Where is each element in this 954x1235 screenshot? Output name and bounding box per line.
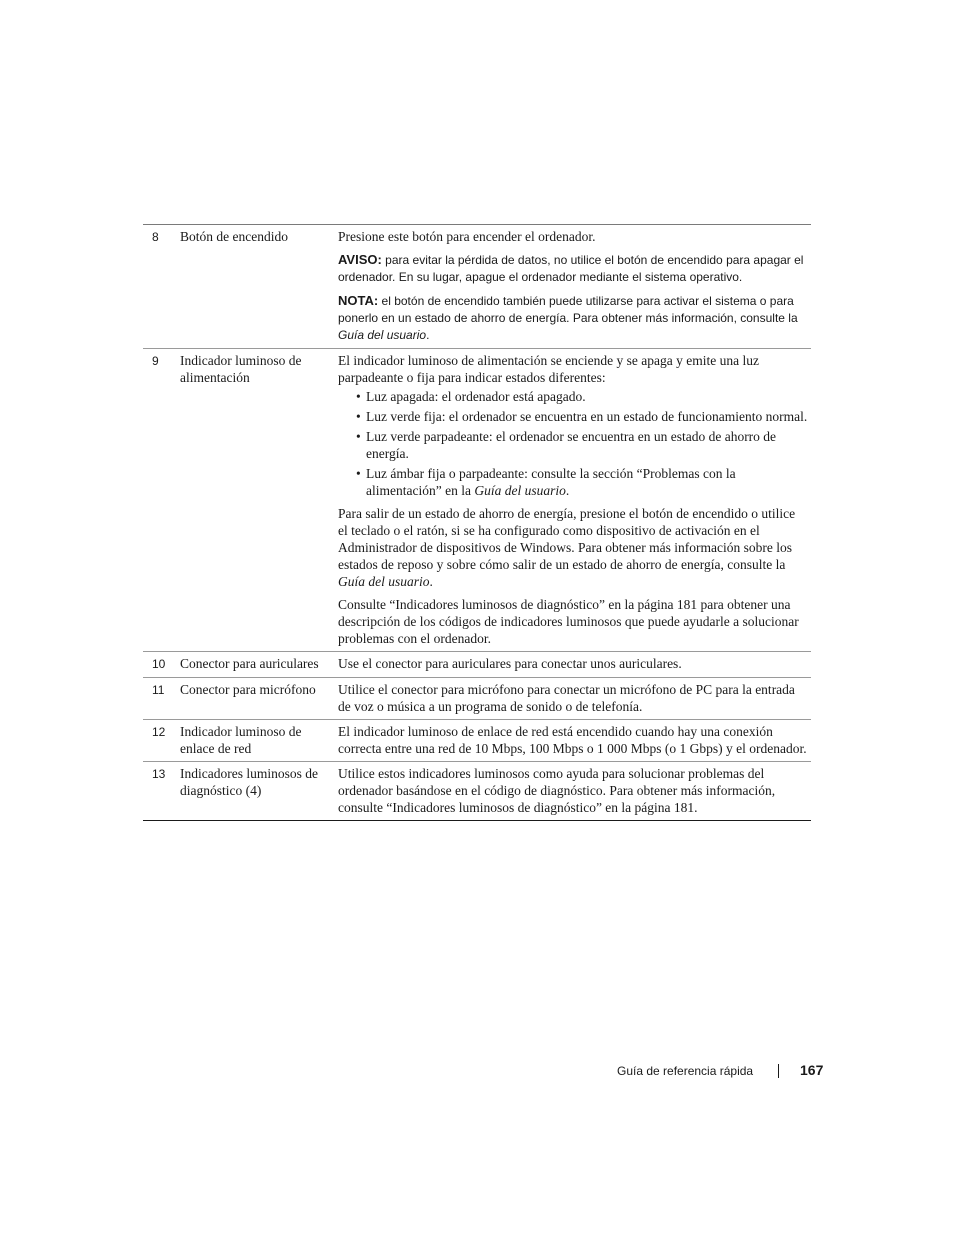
list-item-text: Luz ámbar fija o parpadeante: consulte la sección “Problemas con la alimentación” en la [366, 466, 736, 498]
table-row [143, 761, 811, 820]
status-list [338, 388, 808, 499]
notice-label: AVISO: [338, 252, 382, 267]
table-row [143, 348, 811, 651]
paragraph-reference: Guía del usuario [338, 574, 430, 589]
description-paragraph: Consulte “Indicadores luminosos de diagnóstico” en la página 181 para obtener una descripción de los códigos de indicadores luminosos que puede ayudarle a solucionar problemas con el ordenador. [338, 597, 799, 646]
table-row [143, 651, 811, 677]
list-item: • Luz verde parpadeante: el ordenador se encuentra en un estado de ahorro de energía. [356, 428, 808, 462]
row-item: Indicador luminoso de enlace de red [180, 724, 302, 756]
table-row [143, 719, 811, 761]
list-item: • Luz apagada: el ordenador está apagado. [356, 388, 808, 405]
row-item: Indicador luminoso de alimentación [180, 353, 302, 385]
paragraph-end: . [429, 574, 433, 589]
row-number: 13 [152, 767, 166, 781]
note-label: NOTA: [338, 293, 379, 308]
page-number: 167 [800, 1062, 824, 1078]
note-reference: Guía del usuario [338, 328, 427, 342]
row-number: 8 [152, 230, 159, 244]
footer-title: Guía de referencia rápida [617, 1064, 754, 1078]
row-item: Conector para micrófono [180, 682, 316, 697]
row-description: Utilice el conector para micrófono para conectar un micrófono de PC para la entrada de voz o música a un programa de sonido o de telefonía. [338, 682, 795, 714]
note-end: . [426, 328, 430, 342]
note-block [338, 292, 808, 344]
footer-divider [778, 1064, 779, 1078]
description-intro: El indicador luminoso de alimentación se enciende y se apaga y emite una luz parpadeante o fija para indicar estados diferentes: [338, 353, 759, 385]
description-text: Presione este botón para encender el ordenador. [338, 229, 596, 244]
description-paragraph [338, 505, 808, 590]
table-row [143, 225, 811, 348]
row-number: 10 [152, 657, 166, 671]
row-number: 11 [152, 683, 165, 697]
paragraph-text: Para salir de un estado de ahorro de energía, presione el botón de encendido o utilice el teclado o el ratón, si se ha configurado como dispositivo de activación en el Administrador de dispositivos de Windows. Para obtener más información sobre los estados de reposo y sobre cómo salir de un estado de ahorro de energía, consulte la [338, 506, 796, 572]
row-description [338, 228, 808, 344]
list-item: • Luz verde fija: el ordenador se encuentra en un estado de funcionamiento normal. [356, 408, 808, 425]
list-item-end: . [565, 483, 570, 498]
note-text: el botón de encendido también puede utilizarse para activar el sistema o para ponerlo en un estado de ahorro de energía. Para obtener más información, consulte la [338, 294, 798, 325]
row-item: Indicadores luminosos de diagnóstico (4) [180, 766, 318, 798]
list-item [356, 465, 808, 499]
row-item: Botón de encendido [180, 229, 288, 244]
row-description [338, 352, 808, 647]
row-description: Utilice estos indicadores luminosos como ayuda para solucionar problemas del ordenador basándose en el código de diagnóstico. Para obtener más información, consulte “Indicadores luminosos de diagnóstico” en la página 181. [338, 766, 776, 815]
list-item-reference: Guía del usuario [474, 483, 566, 498]
table-row [143, 677, 811, 719]
notice-text: para evitar la pérdida de datos, no utilice el botón de encendido para apagar el ordenador. En su lugar, apague el ordenador mediante el sistema operativo. [338, 253, 804, 284]
row-description: El indicador luminoso de enlace de red está encendido cuando hay una conexión correcta entre una red de 10 Mbps, 100 Mbps o 1 000 Mbps (o 1 Gbps) y el ordenador. [338, 724, 807, 756]
row-description: Use el conector para auriculares para conectar unos auriculares. [338, 656, 682, 671]
row-item: Conector para auriculares [180, 656, 319, 671]
page-footer [600, 1062, 822, 1080]
row-number: 9 [152, 354, 159, 368]
component-table [143, 224, 811, 821]
notice-block [338, 251, 808, 286]
row-number: 12 [152, 725, 166, 739]
